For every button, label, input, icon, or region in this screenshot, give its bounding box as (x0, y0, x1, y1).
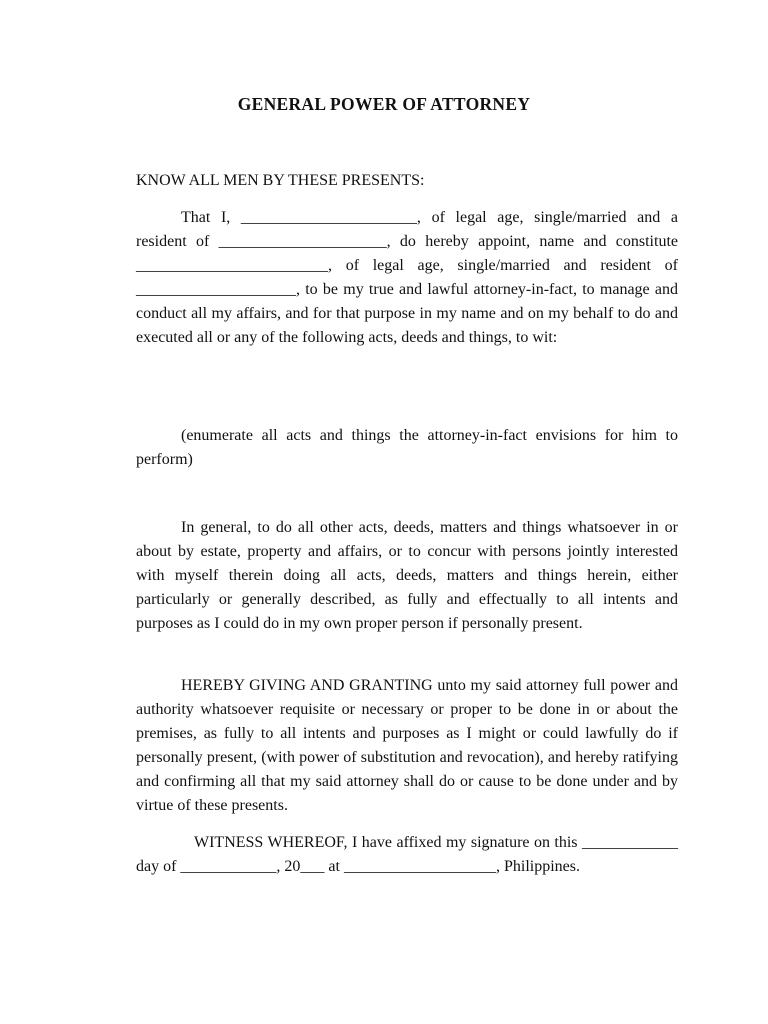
salutation: KNOW ALL MEN BY THESE PRESENTS: (136, 172, 425, 189)
general-powers-paragraph: In general, to do all other acts, deeds, matters and things whatsoever in or about by estate, property and affairs, or to concur with persons jointly interested with myself therein doing all acts, deeds, matters and things herein, either particularly or generally described, as fully and effectually to all intents and purposes as I could do in my own proper person if personally present. (136, 519, 678, 632)
enumeration-instruction-paragraph: (enumerate all acts and things the attorney-in-fact envisions for him to perform) (136, 427, 678, 468)
appointment-paragraph: That I, ______________________, of legal age, single/married and a resident of _____________________, do hereby appoint, name and constitute ________________________, of legal age, single/married and resident of ____________________, to be my true and lawful attorney-in-fact, to manage and conduct all my affairs, and for that purpose in my name and on my behalf to do and executed all or any of the following acts, deeds and things, to wit: (136, 209, 678, 346)
granting-paragraph: HEREBY GIVING AND GRANTING unto my said attorney full power and authority whatsoever requisite or necessary or proper to be done in or about the premises, as fully to all intents and purposes as I might or could lawfully do if personally present, (with power of substitution and revocation), and hereby ratifying and confirming all that my said attorney shall do or cause to be done under and by virtue of these presents. (136, 677, 678, 814)
witness-paragraph: WITNESS WHEREOF, I have affixed my signature on this ____________ day of ____________, 20___ at ___________________, Philippines. (136, 834, 678, 875)
document-title: GENERAL POWER OF ATTORNEY (237, 94, 531, 114)
